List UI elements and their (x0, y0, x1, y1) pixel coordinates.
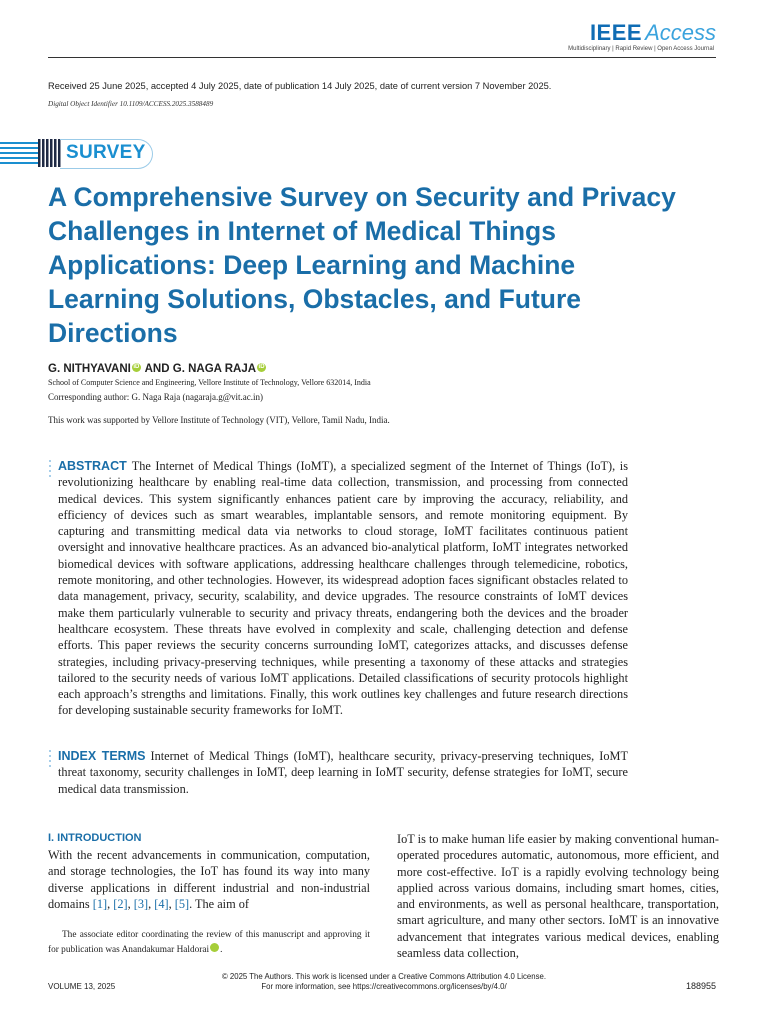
orcid-icon[interactable]: iD (210, 943, 219, 952)
intro-left-column: With the recent advancements in communication, computation, and storage technologies, the IoT has found its way into many diverse applications in different industrial and non-industrial domains [1], [2], [3], [4], [5]. The aim of (48, 848, 370, 911)
survey-banner-graphic (0, 138, 62, 170)
citation-link[interactable]: [3] (133, 896, 149, 911)
citation-link[interactable]: [1] (92, 896, 108, 911)
author-conjunction: AND (141, 363, 173, 375)
section-heading-introduction: I. INTRODUCTION (48, 832, 142, 844)
citation-link[interactable]: [2] (113, 896, 128, 911)
index-terms-text: Internet of Medical Things (IoMT), healthcare security, privacy-preserving techniques, IoMT threat taxonomy, security challenges in IoMT, deep learning in IoMT security, defense strategies for IoMT, secure medical data transmission. (58, 749, 628, 796)
license-line-1: © 2025 The Authors. This work is licensed under a Creative Commons Attribution 4.0 License. (222, 972, 546, 981)
logo-tagline: Multidisciplinary | Rapid Review | Open Access Journal (568, 46, 714, 52)
abstract (58, 458, 628, 719)
volume-label: VOLUME 13, 2025 (48, 982, 116, 991)
orcid-icon[interactable]: iD (133, 364, 140, 370)
logo-ieee-text: IEEE (589, 20, 643, 45)
article-type-label: SURVEY (66, 142, 146, 163)
index-terms (58, 748, 628, 797)
corresponding-author: Corresponding author: G. Naga Raja (nagaraja.g@vit.ac.in) (48, 392, 263, 402)
editor-footnote (48, 928, 370, 958)
abstract-dots-icon (49, 460, 53, 480)
doi-line[interactable]: Digital Object Identifier 10.1109/ACCESS.2025.3588489 (48, 100, 214, 108)
intro-paragraph-text: With the recent advancements in communication, computation, and storage technologies, the IoT has found its way into many diverse applications in different industrial and non-industrial domains (48, 848, 370, 911)
paper-title: A Comprehensive Survey on Security and Privacy Challenges in Internet of Medical Things Applications: Deep Learning and Machine Learning Solutions, Obstacles, and Future Directions (48, 182, 676, 348)
header-rule (48, 57, 716, 58)
page-number: 188955 (685, 981, 716, 991)
author-2: G. NAGA RAJA (172, 363, 257, 375)
index-terms-dots-icon (49, 750, 53, 770)
citation-link[interactable]: [4] (154, 896, 169, 911)
author-1: G. NITHYAVANI (48, 363, 131, 375)
index-terms-heading: INDEX TERMS (58, 749, 146, 763)
citation-link[interactable]: [5] (174, 896, 190, 911)
license-line-2[interactable]: For more information, see https://creativecommons.org/licenses/by/4.0/ (261, 982, 507, 991)
abstract-heading: ABSTRACT (58, 459, 127, 473)
logo-access-text: Access (645, 20, 716, 45)
orcid-icon[interactable]: iD (258, 364, 265, 370)
author-line (48, 363, 267, 375)
abstract-text: The Internet of Medical Things (IoMT), a specialized segment of the Internet of Things (IoT), is revolutionizing healthcare by enabling real-time data collection, transmission, and processing from connected medical devices. This system significantly enhances patient care by improving the accuracy, reliability, and efficiency of devices such as smart wearables, implantable sensors, and remote monitoring equipment. By capturing and transmitting medical data via networks to cloud storage, IoMT facilitates continuous patient oversight and innovative healthcare practices. As an advanced bio-analytical platform, IoMT integrates networked biomedical devices with software applications, addressing healthcare challenges through telemedicine, robotics, remote monitoring, and other technologies. However, its widespread adoption faces significant obstacles related to data management, privacy, security, scalability, and device upgrades. The resource constraints of IoMT devices make them particularly vulnerable to security and privacy threats, endangering both the devices and the broader healthcare ecosystem. These threats have evolved in complexity and scale, challenging detection and defense efforts. This paper reviews the security concerns surrounding IoMT, categorizes attacks, and discusses defense strategies, including privacy-preserving techniques, while presenting a taxonomy of these attacks and strategies tailored to the security needs of various IoMT applications. Detailed classifications of security protocols highlight each approach’s strengths and limitations. Finally, this work outlines key challenges and future research directions for developing sustainable security frameworks for IoMT. (58, 459, 628, 718)
intro-paragraph-tail: . The aim of (189, 896, 249, 911)
funding-statement: This work was supported by Vellore Institute of Technology (VIT), Vellore, Tamil Nadu, India. (48, 415, 390, 425)
editor-note-text: The associate editor coordinating the review of this manuscript and approving it for publication was Anandakumar Haldorai (48, 930, 370, 955)
editor-note-end: . (220, 945, 223, 955)
license-footer (0, 972, 768, 992)
received-dates: Received 25 June 2025, accepted 4 July 2025, date of publication 14 July 2025, date of current version 7 November 2025. (48, 81, 552, 91)
affiliation: School of Computer Science and Engineering, Vellore Institute of Technology, Vellore 632014, India (48, 378, 371, 387)
ieee-access-logo (590, 20, 716, 46)
intro-right-column: IoT is to make human life easier by making conventional human-operated procedures automatic, autonomous, more efficient, and more cost-effective. IoT is a rapidly evolving technology being applied across various domains, including smart homes, cities, and environments, as well as personal healthcare, transportation, smart agriculture, and many other sectors. IoMT is an innovative advancement that integrates various medical devices, enabling seamless data collection, (397, 832, 719, 961)
